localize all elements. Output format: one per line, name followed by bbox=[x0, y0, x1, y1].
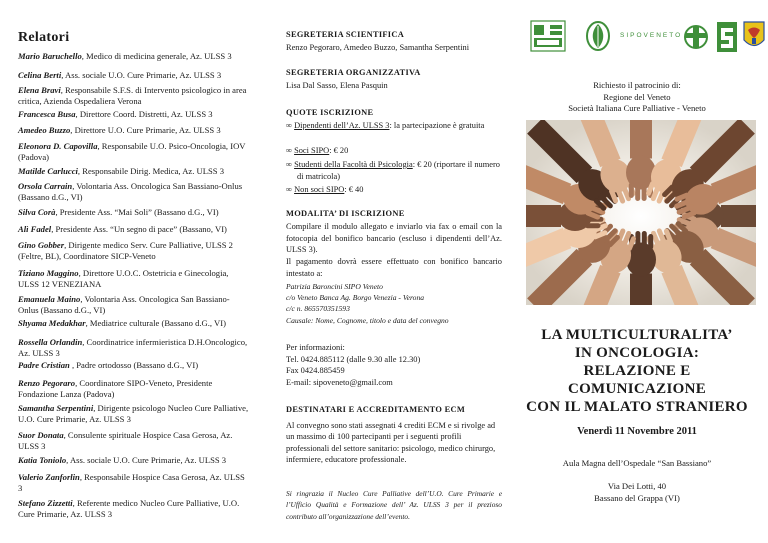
relatore-role: , Dirigente psicologo Nucleo Cure Palliative, U.O. Cure Primarie, Az. ULSS 3 bbox=[18, 403, 249, 424]
informazioni-email: E-mail: sipoveneto@gmail.com bbox=[286, 377, 393, 387]
relatore-role: , Direttore U.O. Cure Primarie, Az. ULSS 3 bbox=[70, 125, 221, 135]
event-title-line: CON IL MALATO STRANIERO bbox=[526, 399, 748, 415]
relatore-role: , Padre ortodosso (Bassano d.G., VI) bbox=[69, 360, 199, 370]
bank-line: Patrizia Baroncini SIPO Veneto bbox=[286, 282, 383, 291]
relatore-item bbox=[18, 360, 250, 371]
relatore-name: Stefano Zizzetti bbox=[18, 498, 73, 508]
relatore-name: Amedeo Buzzo bbox=[18, 125, 71, 135]
relatore-name: Suor Donata bbox=[18, 430, 64, 440]
hands-circle-photo bbox=[526, 120, 756, 305]
address-line: Bassano del Grappa (VI) bbox=[594, 492, 680, 503]
patrocinio-line: Società Italiana Cure Palliative - Veneto bbox=[568, 103, 706, 114]
relatore-role: , Mediatrice culturale (Bassano d.G., VI) bbox=[85, 318, 226, 328]
informazioni-fax: Fax 0424.885459 bbox=[286, 366, 345, 376]
event-title-line: RELAZIONE E COMUNICAZIONE bbox=[567, 363, 707, 397]
relatore-item bbox=[18, 337, 250, 358]
relatore-name: Francesca Busa bbox=[18, 109, 76, 119]
relatore-role: , Ass. sociale U.O. Cure Primarie, Az. ULSS 3 bbox=[61, 70, 222, 80]
relatore-item bbox=[18, 85, 250, 106]
relatore-name: Rossella Orlandin bbox=[18, 337, 83, 347]
relatore-name: Padre Cristian bbox=[18, 360, 70, 370]
relatore-role: , Dirigente medico Serv. Cure Palliative, ULSS 2 (Feltre, BL), Coordinatore SICP-Veneto bbox=[18, 240, 233, 261]
relatore-name: Valerio Zanforlin bbox=[18, 472, 80, 482]
relatore-item bbox=[18, 207, 250, 218]
ulss-logo-icon bbox=[530, 20, 566, 52]
relatore-role: , Responsabile U.O. Psico-Oncologia, IOV (Padova) bbox=[18, 141, 246, 162]
relatore-name: Samantha Serpentini bbox=[18, 403, 94, 413]
relatore-item bbox=[18, 51, 250, 62]
relatore-role: , Consulente spirituale Hospice Casa Gerosa, Az. ULSS 3 bbox=[18, 430, 233, 451]
relatore-name: Celina Berti bbox=[18, 70, 62, 80]
ringraziamenti-text: Si ringrazia il Nucleo Cure Palliative dell’U.O. Cure Primarie e l’Ufficio Qualità e Formazione dell’ Az. ULSS 3 per il prezioso contributo all’organizzazione dell’evento. bbox=[286, 489, 502, 521]
relatore-item bbox=[18, 455, 250, 466]
relatore-name: Matilde Carlucci bbox=[18, 166, 78, 176]
address-line: Via Dei Lotti, 40 bbox=[607, 481, 667, 491]
informazioni-label: Per informazioni: bbox=[286, 343, 345, 352]
relatore-role: , Direttore Coord. Distretti, Az. ULSS 3 bbox=[75, 109, 213, 119]
relatore-name: Alì Fadel bbox=[18, 224, 52, 234]
relatore-item bbox=[18, 318, 250, 329]
relatore-item bbox=[18, 125, 250, 136]
relatori-column bbox=[18, 0, 252, 543]
relatore-role: , Direttore U.O.C. Ostetricia e Ginecologia, ULSS 12 VENEZIANA bbox=[18, 268, 229, 289]
bank-line: Causale: Nome, Cognome, titolo e data del convegno bbox=[286, 315, 449, 325]
relatore-item bbox=[18, 268, 250, 289]
event-date: Venerdì 11 Novembre 2011 bbox=[577, 426, 697, 437]
relatore-role: , Coordinatrice infermieristica D.H.Oncologico, Az. ULSS 3 bbox=[18, 337, 248, 358]
relatore-role: , Volontaria Ass. Oncologica San Bassiano-Onlus (Bassano d.G., VI) bbox=[18, 181, 243, 202]
patrocinio-line: Richiesto il patrocinio di: bbox=[593, 80, 681, 90]
segreteria-scientifica-text: Renzo Pegoraro, Amedeo Buzzo, Samantha Serpentini bbox=[286, 43, 470, 52]
relatore-role: , Responsabile Hospice Casa Gerosa, Az. ULSS 3 bbox=[18, 472, 245, 493]
relatore-item bbox=[18, 181, 250, 202]
veneto-region-logo-icon bbox=[742, 20, 766, 52]
relatore-item bbox=[18, 378, 250, 399]
sicp-logo-icon bbox=[716, 20, 738, 54]
event-place: Aula Magna dell’Ospedale “San Bassiano” bbox=[562, 458, 712, 468]
relatore-item bbox=[18, 294, 250, 315]
quote-item: ∞ Soci SIPO: € 20 bbox=[286, 146, 349, 155]
relatore-name: Elena Bravi bbox=[18, 85, 61, 95]
segreteria-organizzativa-text: Lisa Dal Sasso, Elena Pasquin bbox=[286, 81, 388, 90]
relatore-item bbox=[18, 472, 250, 493]
patrocinio-block bbox=[518, 80, 756, 115]
relatore-role: , Presidente Ass. “Un segno di pace” (Bassano, VI) bbox=[51, 224, 227, 234]
relatore-name: Eleonora D. Capovilla bbox=[18, 141, 98, 151]
relatore-role: , Volontaria Ass. Oncologica San Bassiano-Onlus (Bassano d.G., VI) bbox=[18, 294, 230, 315]
event-address bbox=[518, 481, 756, 504]
relatore-role: , Presidente Ass. “Mai Soli” (Bassano d.G., VI) bbox=[55, 207, 219, 217]
relatore-name: Silva Corà bbox=[18, 207, 56, 217]
relatore-role: , Medico di medicina generale, Az. ULSS 3 bbox=[81, 51, 232, 61]
relatore-item bbox=[18, 403, 250, 424]
relatore-name: Renzo Pegoraro bbox=[18, 378, 76, 388]
relatore-role: , Responsabile S.F.S. di Intervento psicologico in area critica, Azienda Ospedaliera Verona bbox=[18, 85, 247, 106]
relatore-name: Orsola Carrain bbox=[18, 181, 73, 191]
relatore-item bbox=[18, 166, 250, 177]
cover-column bbox=[518, 0, 756, 543]
relatore-name: Katia Toniolo bbox=[18, 455, 67, 465]
relatore-name: Emanuela Maino bbox=[18, 294, 81, 304]
event-title bbox=[518, 326, 756, 416]
relatore-role: , Responsabile Dirig. Medica, Az. ULSS 3 bbox=[77, 166, 224, 176]
relatori-heading: Relatori bbox=[18, 30, 70, 45]
cross-logo-icon bbox=[682, 20, 710, 54]
event-title-line: IN ONCOLOGIA: bbox=[574, 345, 700, 361]
quote-item: ∞ Non soci SIPO: € 40 bbox=[286, 185, 364, 194]
relatore-name: Mario Baruchello bbox=[18, 51, 82, 61]
segreteria-scientifica-title: SEGRETERIA SCIENTIFICA bbox=[286, 30, 405, 39]
relatore-role: , Coordinatore SIPO-Veneto, Presidente Fondazione Lanza (Padova) bbox=[18, 378, 213, 399]
relatore-item bbox=[18, 498, 250, 519]
sipo-leaf-logo-icon bbox=[580, 20, 616, 52]
relatore-name: Gino Gobber bbox=[18, 240, 65, 250]
destinatari-text: Al convegno sono stati assegnati 4 crediti ECM e si rivolge ad un massimo di 100 partecipanti per i seguenti profili professionali del settore sanitario: psicologo, medico chirurgo, infermiere, educatore professionale. bbox=[286, 421, 496, 465]
destinatari-title: DESTINATARI E ACCREDITAMENTO ECM bbox=[286, 405, 466, 414]
info-column bbox=[286, 0, 504, 543]
bank-line: c/c n. 865570351593 bbox=[286, 304, 350, 314]
segreteria-organizzativa-title: SEGRETERIA ORGANIZZATIVA bbox=[286, 68, 421, 77]
relatore-name: Shyama Medakhar bbox=[18, 318, 86, 328]
relatore-item bbox=[18, 109, 250, 120]
bank-details bbox=[286, 281, 502, 326]
relatore-item bbox=[18, 430, 250, 451]
informazioni-block bbox=[286, 342, 502, 388]
relatore-role: , Referente medico Nucleo Cure Palliative, U.O. Cure Primarie, Az. ULSS 3 bbox=[18, 498, 240, 519]
quote-title: QUOTE ISCRIZIONE bbox=[286, 108, 374, 117]
modalita-title: MODALITA’ DI ISCRIZIONE bbox=[286, 209, 405, 218]
quote-item: ∞ Studenti della Facoltà di Psicologia: € 20 (riportare il numero di matricola) bbox=[286, 160, 500, 181]
modalita-payment: Il pagamento dovrà essere effettuato con bonifico bancario intestato a: bbox=[286, 257, 502, 278]
patrocinio-line: Regione del Veneto bbox=[603, 91, 671, 102]
sipo-veneto-wordmark: SIPOVENETO bbox=[620, 32, 683, 39]
relatore-item bbox=[18, 240, 250, 261]
relatore-item bbox=[18, 224, 250, 235]
relatore-item bbox=[18, 70, 250, 81]
event-title-line: LA MULTICULTURALITA’ bbox=[541, 327, 733, 343]
modalita-text: Compilare il modulo allegato e inviarlo via fax o email con la fotocopia del bonifico bancario (escluso i dipendenti dell’Az. ULSS 3). bbox=[286, 222, 502, 255]
logos-row bbox=[530, 20, 758, 56]
relatore-name: Tiziano Maggino bbox=[18, 268, 79, 278]
relatore-item bbox=[18, 141, 250, 162]
quote-item: ∞ Dipendenti dell’Az. ULSS 3: la partecipazione è gratuita bbox=[286, 121, 485, 130]
bank-line: c/o Veneto Banca Ag. Borgo Venezia - Verona bbox=[286, 293, 425, 303]
informazioni-tel: Tel. 0424.885112 (dalle 9.30 alle 12.30) bbox=[286, 354, 421, 364]
relatore-role: , Ass. sociale U.O. Cure Primarie, Az. ULSS 3 bbox=[66, 455, 227, 465]
